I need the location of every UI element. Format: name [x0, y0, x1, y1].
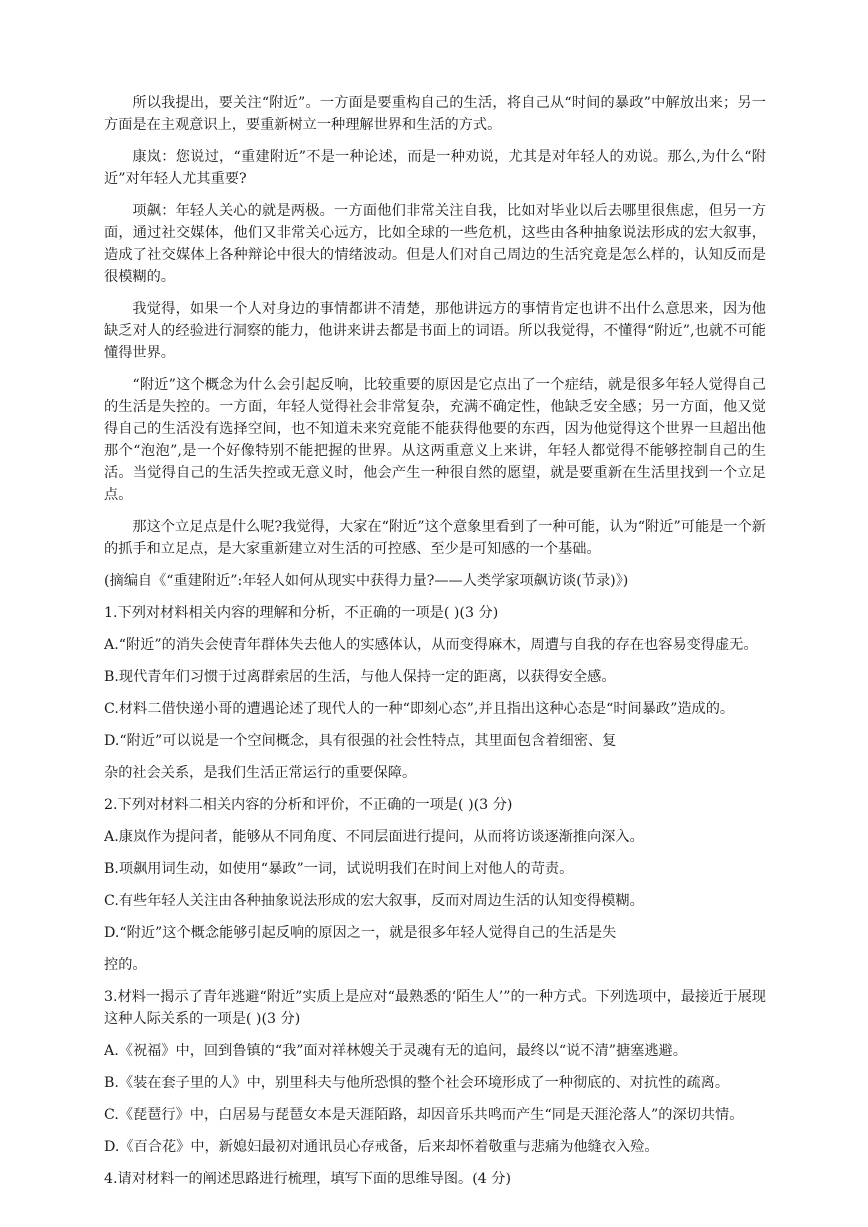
question-4 [104, 1168, 766, 1190]
paragraph-1: 所以我提出，要关注“附近”。一方面是要重构自己的生活，将自己从“时间的暴政”中解放出来；另一方面是在主观意识上，要重新树立一种理解世界和生活的方式。 [104, 95, 766, 133]
paragraph-5: “附近”这个概念为什么会引起反响，比较重要的原因是它点出了一个症结，就是很多年轻人觉得自己的生活是失控的。一方面，年轻人觉得社会非常复杂，充满不确定性，他缺乏安全感；另一方面，他又觉得自己的生活没有选择空间，也不知道未来究竟能不能获得他要的东西，因为他觉得这个世界一旦超出他那个“泡泡”,是一个好像特别不能把握的世界。从这两重意义上来讲，年轻人都觉得不能够控制自己的生活。当觉得自己的生活失控或无意义时，他会产生一种很自然的愿望，就是要重新在生活里找到一个立足点。 [104, 377, 766, 503]
option-b: B.现代青年们习惯于过离群索居的生活，与他人保持一定的距离，以获得安全感。 [104, 669, 616, 685]
option-b: B.项飙用词生动，如使用“暴政”一词，试说明我们在时间上对他人的苛责。 [104, 861, 574, 877]
option-d-continued: 杂的社会关系，是我们生活正常运行的重要保障。 [104, 765, 417, 781]
paragraph-2: 康岚：您说过，“重建附近”不是一种论述，而是一种劝说，尤其是对年轻人的劝说。那么,为什么“附近”对年轻人尤其重要? [104, 149, 766, 187]
source-note: (摘编自《“重建附近”:年轻人如何从现实中获得力量?——人类学家项飙访谈(节录)》) [104, 573, 629, 589]
option-d: D.“附近”可以说是一个空间概念，具有很强的社会性特点，其里面包含着细密、复 [104, 733, 617, 749]
paragraph-3: 项飙：年轻人关心的就是两极。一方面他们非常关注自我，比如对毕业以后去哪里很焦虑，但另一方面，通过社交媒体，他们又非常关心远方，比如全球的一些危机，这些由各种抽象说法形成的宏大叙事，造成了社交媒体上各种辩论中很大的情绪波动。但是人们对自己周边的生活究竟是怎么样的，认知反而是很模糊的。 [104, 203, 766, 285]
option-c: C.《琵琶行》中，白居易与琵琶女本是天涯陌路，却因音乐共鸣而产生“同是天涯沦落人”的深切共情。 [104, 1107, 744, 1123]
option-d: D.《百合花》中，新媳妇最初对通讯员心存戒备，后来却怀着敬重与悲痛为他缝衣入殓。 [104, 1139, 659, 1155]
option-c: C.有些年轻人关注由各种抽象说法形成的宏大叙事，反而对周边生活的认知变得模糊。 [104, 893, 644, 909]
option-b: B.《装在套子里的人》中，别里科夫与他所恐惧的整个社会环境形成了一种彻底的、对抗性的疏离。 [104, 1075, 730, 1091]
option-a: A.《祝福》中，回到鲁镇的“我”面对祥林嫂关于灵魂有无的追问，最终以“说不清”搪塞逃避。 [104, 1043, 687, 1059]
option-c: C.材料二借快递小哥的遭遇论述了现代人的一种“即刻心态”,并且指出这种心态是“时间暴政”造成的。 [104, 701, 735, 717]
question-1 [104, 602, 766, 784]
question-2 [104, 794, 766, 976]
document-page [104, 92, 766, 1200]
question-stem: 3.材料一揭示了青年逃避“附近”实质上是应对“最熟悉的‘陌生人’”的一种方式。下列选项中，最接近于展现这种人际关系的一项是( )(3 分) [104, 989, 766, 1027]
option-d: D.“附近”这个概念能够引起反响的原因之一，就是很多年轻人觉得自己的生活是失 [104, 925, 617, 941]
paragraph-4: 我觉得，如果一个人对身边的事情都讲不清楚，那他讲远方的事情肯定也讲不出什么意思来，因为他缺乏对人的经验进行洞察的能力，他讲来讲去都是书面上的词语。所以我觉得，不懂得“附近”,也就不可能懂得世界。 [104, 301, 766, 361]
question-stem: 4.请对材料一的阐述思路进行梳理，填写下面的思维导图。(4 分) [104, 1171, 512, 1187]
question-3 [104, 986, 766, 1158]
question-stem: 2.下列对材料二相关内容的分析和评价，不正确的一项是( )(3 分) [104, 797, 513, 813]
question-stem: 1.下列对材料相关内容的理解和分析，不正确的一项是( )(3 分) [104, 605, 499, 621]
option-d-continued: 控的。 [104, 957, 147, 973]
option-a: A.“附近”的消失会使青年群体失去他人的实感体认，从而变得麻木，周遭与自我的存在也容易变得虚无。 [104, 637, 758, 653]
paragraph-6: 那这个立足点是什么呢?我觉得，大家在“附近”这个意象里看到了一种可能，认为“附近”可能是一个新的抓手和立足点，是大家重新建立对生活的可控感、至少是可知感的一个基础。 [104, 519, 766, 557]
option-a: A.康岚作为提问者，能够从不同角度、不同层面进行提问，从而将访谈逐渐推向深入。 [104, 829, 644, 845]
